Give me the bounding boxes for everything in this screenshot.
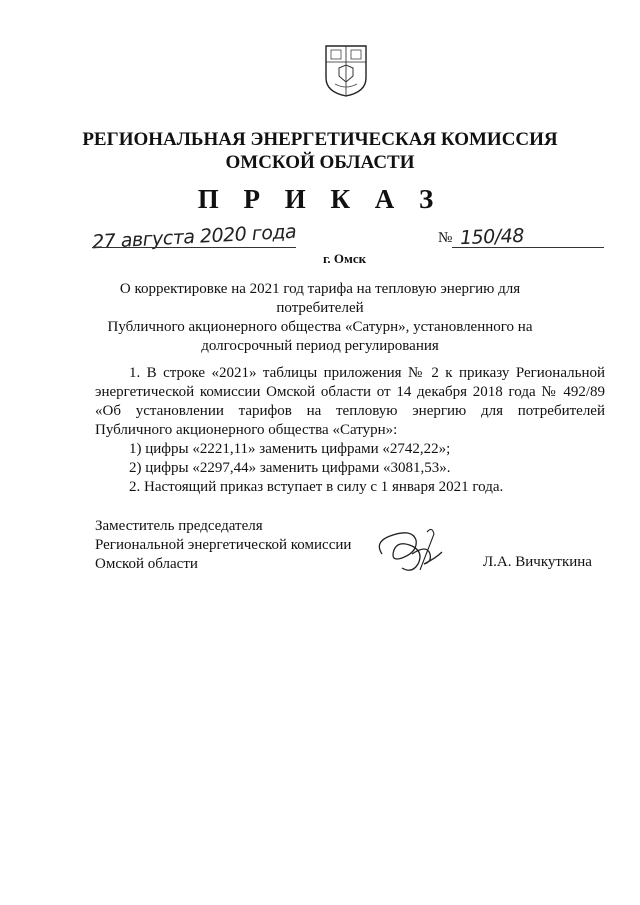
city-label: г. Омск <box>323 251 367 266</box>
organization-name-line2: ОМСКОЙ ОБЛАСТИ <box>225 152 415 173</box>
handwritten-date: 27 августа 2020 года <box>91 220 297 254</box>
body-paragraph: 2. Настоящий приказ вступает в силу с 1 января 2021 года. <box>129 479 504 495</box>
organization-name-line1: РЕГИОНАЛЬНАЯ ЭНЕРГЕТИЧЕСКАЯ КОМИССИЯ <box>82 129 558 150</box>
signer-name: Л.А. Вичкуткина <box>483 554 592 570</box>
signatory-line: Заместитель председателя <box>95 518 263 534</box>
subject-line: Публичного акционерного общества «Сатурн», установленного на <box>107 319 533 335</box>
document-title: П Р И К А З <box>197 184 443 214</box>
number-underline <box>452 247 604 248</box>
coat-of-arms-icon <box>323 42 369 98</box>
list-item: 1) цифры «2221,11» заменить цифрами «2742,22»; <box>129 441 451 457</box>
body-line: 1. В строке «2021» таблицы приложения № 2 к приказу Региональной <box>129 365 605 381</box>
body-line: Публичного акционерного общества «Сатурн»: <box>95 422 398 438</box>
signature-icon <box>372 524 452 576</box>
subject-line: О корректировке на 2021 год тарифа на тепловую энергию для потребителей <box>119 281 521 316</box>
order-subject <box>88 280 552 356</box>
date-underline <box>92 247 296 248</box>
signatory-line: Региональной энергетической комиссии <box>95 537 352 553</box>
signatory-line: Омской области <box>95 556 198 572</box>
order-body <box>95 364 605 497</box>
body-line: «Об установлении тарифов на тепловую энергию для потребителей <box>95 403 605 419</box>
body-line: энергетической комиссии Омской области от 14 декабря 2018 года № 492/89 <box>95 384 605 400</box>
handwritten-number: 150/48 <box>459 224 525 250</box>
list-item: 2) цифры «2297,44» заменить цифрами «3081,53». <box>129 460 451 476</box>
number-label: № <box>438 230 453 246</box>
subject-line: долгосрочный период регулирования <box>201 338 439 354</box>
signatory-position <box>95 517 351 574</box>
